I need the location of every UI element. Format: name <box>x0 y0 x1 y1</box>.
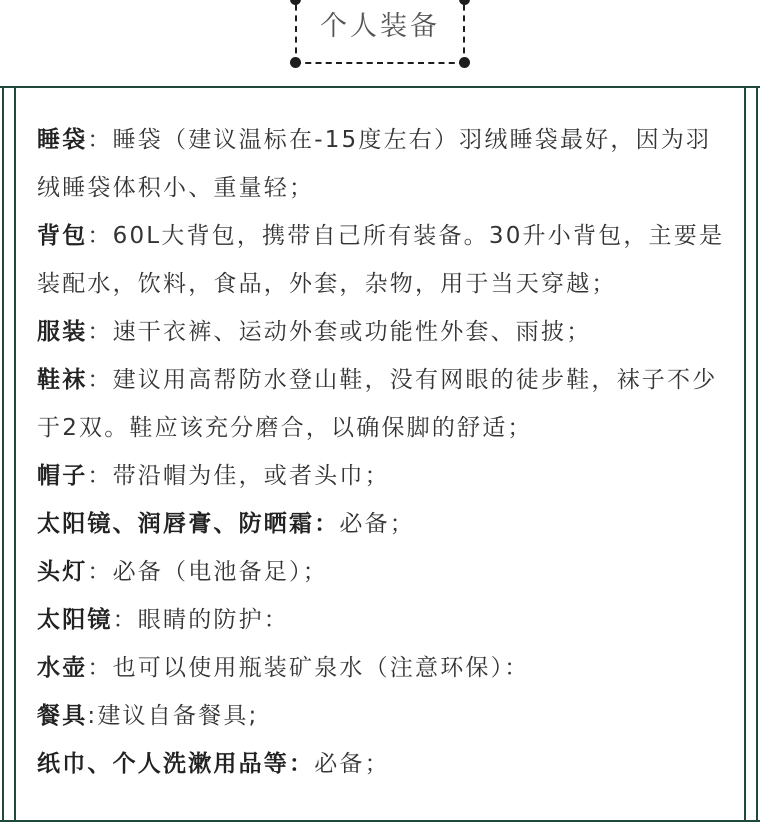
item-text: ：睡袋（建议温标在-15度左右）羽绒睡袋最好，因为羽绒睡袋体积小、重量轻； <box>37 127 712 201</box>
item-label: 餐具 <box>37 703 88 729</box>
item-label: 头灯 <box>37 559 88 585</box>
corner-dot-bottom-right <box>459 57 470 68</box>
frame-line-right-inner <box>744 88 746 820</box>
item-text: ：建议用高帮防水登山鞋，没有网眼的徒步鞋，袜子不少于2双。鞋应该充分磨合，以确保脚的舒适； <box>37 367 718 441</box>
frame-line-left-inner <box>14 88 16 820</box>
item-text: ：必备（电池备足）； <box>87 559 328 585</box>
list-item-clothing <box>37 308 727 356</box>
list-item-toiletries <box>37 740 727 788</box>
title-box <box>295 0 465 64</box>
section-title: 个人装备 <box>320 11 440 42</box>
item-text: 必备； <box>339 511 416 537</box>
equipment-list <box>37 116 727 788</box>
corner-dot-bottom-left <box>290 57 301 68</box>
item-label: 鞋袜 <box>37 367 88 393</box>
item-label: 水壶 <box>37 655 88 681</box>
item-text: ：速干衣裤、运动外套或功能性外套、雨披； <box>87 319 592 345</box>
list-item-sleeping-bag <box>37 116 727 212</box>
list-item-headlamp <box>37 548 727 596</box>
list-item-shoes-socks <box>37 356 727 452</box>
item-text: ：60L大背包，携带自己所有装备。30升小背包，主要是装配水，饮料，食品，外套，杂物，用于当天穿越； <box>37 223 725 297</box>
list-item-backpack <box>37 212 727 308</box>
list-item-tableware <box>37 692 727 740</box>
list-item-hat <box>37 452 727 500</box>
frame-line-left-outer <box>2 88 4 820</box>
item-label: 太阳镜、润唇膏、防晒霜： <box>37 511 340 537</box>
item-label: 服装 <box>37 319 88 345</box>
item-text: ：带沿帽为佳，或者头巾； <box>87 463 390 489</box>
item-label: 纸巾、个人洗漱用品等： <box>37 751 315 777</box>
list-item-water-bottle <box>37 644 727 692</box>
item-label: 睡袋 <box>37 127 88 153</box>
item-text: ：眼睛的防护： <box>112 607 290 633</box>
item-text: :建议自备餐具; <box>87 703 259 729</box>
frame-line-right-outer <box>756 88 758 820</box>
item-label: 帽子 <box>37 463 88 489</box>
item-label: 太阳镜 <box>37 607 113 633</box>
item-text: ：也可以使用瓶装矿泉水（注意环保）： <box>87 655 530 681</box>
list-item-sun-protection <box>37 500 727 548</box>
item-text: 必备； <box>314 751 390 777</box>
item-label: 背包 <box>37 223 88 249</box>
list-item-sunglasses <box>37 596 727 644</box>
